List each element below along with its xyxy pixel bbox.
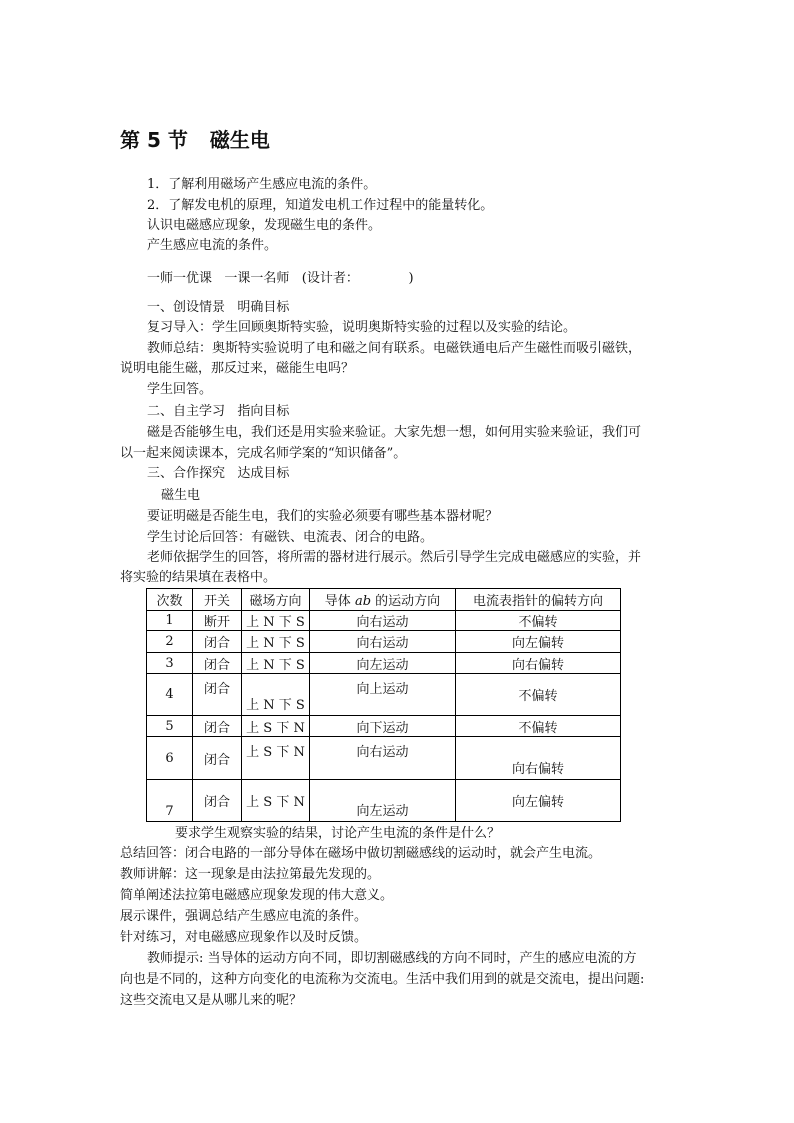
section-2-para-1: 磁是否能够生电，我们还是用实验来验证。大家先想一想，如何用实验来验证，我们可	[147, 425, 642, 440]
cell-count: 2	[147, 631, 193, 653]
difficult-point: 产生感应电流的条件。	[147, 238, 278, 253]
cell-deflection: 向左偏转	[456, 631, 621, 653]
cell-count: 3	[147, 653, 193, 674]
section-2-heading: 二、自主学习 指向目标	[147, 404, 290, 419]
cell-switch: 闭合	[193, 737, 242, 780]
section-2-para-2: 以一起来阅读课本，完成名师学案的“知识储备”。	[120, 446, 407, 461]
review-line: 复习导入：学生回顾奥斯特实验，说明奥斯特实验的过程以及实验的结论。	[147, 320, 577, 335]
cell-count: 1	[147, 611, 193, 631]
question-line: 要证明磁是否能生电，我们的实验必须要有哪些基本器材呢？	[147, 509, 499, 524]
cell-switch: 闭合	[193, 716, 242, 737]
cell-deflection: 不偏转	[456, 611, 621, 631]
table-row	[147, 737, 621, 780]
summary-line-1: 教师总结：奥斯特实验说明了电和磁之间有联系。电磁铁通电后产生磁性而吸引磁铁，	[147, 341, 642, 356]
practice-line: 针对练习，对电磁感应现象作以及时反馈。	[120, 930, 368, 945]
cell-count: 4	[147, 674, 193, 716]
cell-count: 5	[147, 716, 193, 737]
page-title	[120, 124, 270, 153]
teacher-line-1: 老师依据学生的回答，将所需的器材进行展示。然后引导学生完成电磁感应的实验，并	[147, 550, 642, 565]
cell-field: 上 N 下 S	[242, 611, 310, 631]
table-row	[147, 716, 621, 737]
cell-switch: 闭合	[193, 780, 242, 822]
cell-motion: 向上运动	[310, 674, 456, 716]
cell-deflection: 不偏转	[456, 716, 621, 737]
cell-count: 7	[147, 780, 193, 822]
cell-deflection: 向右偏转	[456, 653, 621, 674]
header-field: 磁场方向	[242, 589, 310, 611]
table-row	[147, 674, 621, 716]
courseware-line: 展示课件，强调总结产生感应电流的条件。	[120, 909, 368, 924]
meaning-line: 简单阐述法拉第电磁感应现象发现的伟大意义。	[120, 888, 394, 903]
tip-line-2: 向也是不同的，这种方向变化的电流称为交流电。生活中我们用到的就是交流电，提出问题:	[120, 972, 645, 987]
table-header-row	[147, 589, 621, 611]
cell-field: 上 S 下 N	[242, 716, 310, 737]
section-name: 磁生电	[209, 128, 270, 152]
explain-line: 教师讲解：这一现象是由法拉第最先发现的。	[120, 867, 381, 882]
cell-field: 上 N 下 S	[242, 674, 310, 716]
discussion-line: 学生讨论后回答：有磁铁、电流表、闭合的电路。	[147, 530, 434, 545]
cell-motion: 向左运动	[310, 653, 456, 674]
key-point: 认识电磁感应现象，发现磁生电的条件。	[147, 218, 382, 233]
designer-line: 一师一优课 一课一名师 (设计者： )	[147, 271, 414, 286]
cell-deflection: 向左偏转	[456, 780, 621, 822]
student-answer: 学生回答。	[147, 382, 213, 397]
objective-1: 1．了解利用磁场产生感应电流的条件。	[147, 177, 377, 192]
header-count: 次数	[147, 589, 193, 611]
cell-switch: 闭合	[193, 674, 242, 716]
header-deflection: 电流表指针的偏转方向	[456, 589, 621, 611]
cell-motion: 向左运动	[310, 780, 456, 822]
observe-question: 要求学生观察实验的结果，讨论产生电流的条件是什么？	[175, 826, 501, 841]
conclusion-line: 总结回答：闭合电路的一部分导体在磁场中做切割磁感线的运动时，就会产生电流。	[120, 846, 602, 861]
section-number: 第 5 节	[120, 128, 188, 152]
cell-field: 上 N 下 S	[242, 631, 310, 653]
cell-motion: 向右运动	[310, 631, 456, 653]
cell-motion: 向下运动	[310, 716, 456, 737]
cell-field: 上 S 下 N	[242, 780, 310, 822]
tip-line-3: 这些交流电又是从哪儿来的呢？	[120, 993, 303, 1008]
header-switch: 开关	[193, 589, 242, 611]
subsection-title: 磁生电	[161, 488, 201, 503]
table-row	[147, 653, 621, 674]
teacher-line-2: 将实验的结果填在表格中。	[120, 570, 277, 585]
objective-2: 2．了解发电机的原理，知道发电机工作过程中的能量转化。	[147, 198, 494, 213]
experiment-table	[146, 588, 621, 822]
cell-switch: 闭合	[193, 653, 242, 674]
section-3-heading: 三、合作探究 达成目标	[147, 466, 290, 481]
cell-switch: 闭合	[193, 631, 242, 653]
tip-line-1: 教师提示: 当导体的运动方向不同，即切割磁感线的方向不同时，产生的感应电流的方	[147, 951, 637, 966]
cell-motion: 向右运动	[310, 737, 456, 780]
summary-line-2: 说明电能生磁，那反过来，磁能生电吗？	[120, 361, 355, 376]
table-row	[147, 631, 621, 653]
cell-field: 上 S 下 N	[242, 737, 310, 780]
cell-deflection: 不偏转	[456, 674, 621, 716]
cell-count: 6	[147, 737, 193, 780]
cell-field: 上 N 下 S	[242, 653, 310, 674]
cell-motion: 向右运动	[310, 611, 456, 631]
section-1-heading: 一、创设情景 明确目标	[147, 300, 290, 315]
header-motion: 导体 ab 的运动方向	[310, 589, 456, 611]
cell-switch: 断开	[193, 611, 242, 631]
table-row	[147, 611, 621, 631]
table-row	[147, 780, 621, 822]
cell-deflection: 向右偏转	[456, 737, 621, 780]
